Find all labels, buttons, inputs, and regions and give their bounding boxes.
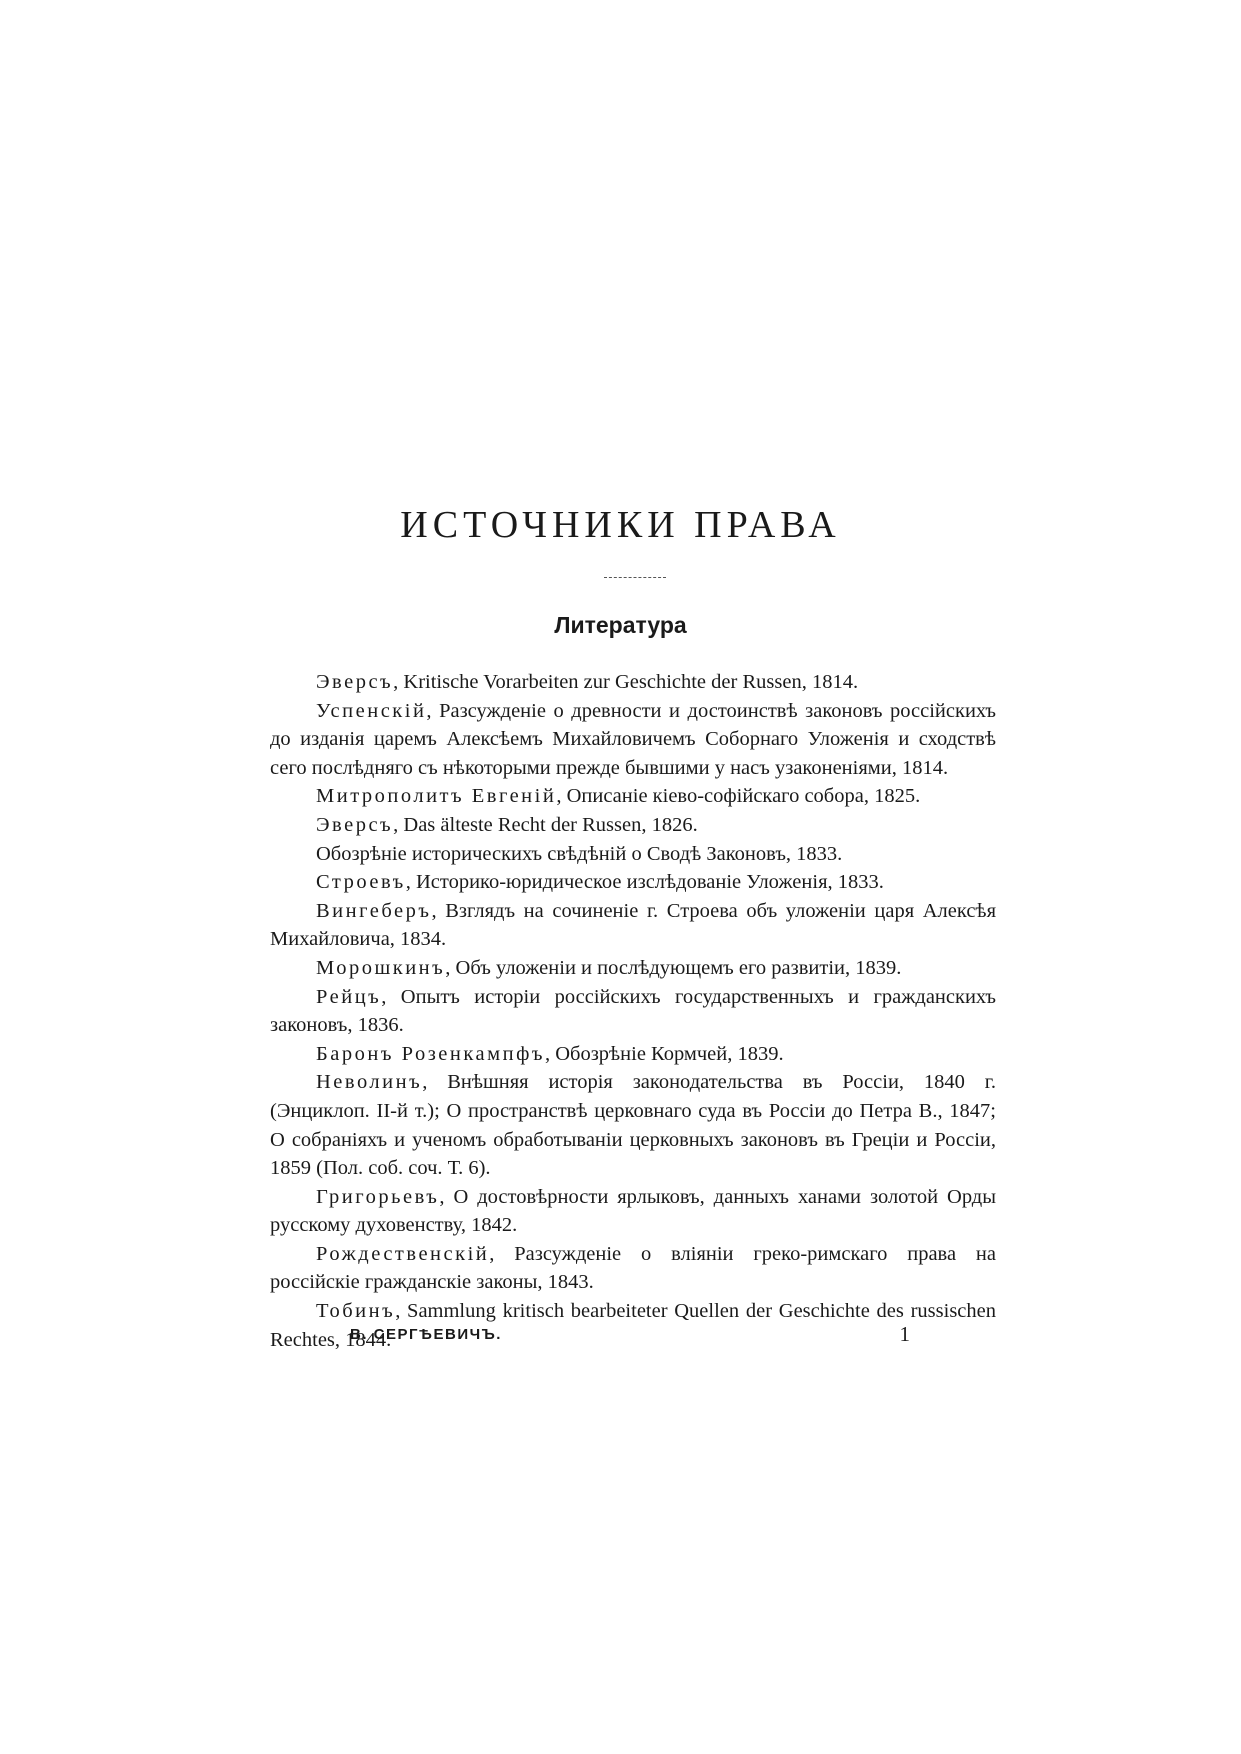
entry-author: Успенскій: [316, 699, 427, 722]
entry-text: , Внѣшняя исторія законодательства въ Россіи, 1840 г. (Энциклоп. II-й т.); О пространствѣ церковнаго суда въ Россіи до Петра В., 1847; О собраніяхъ и ученомъ обработываніи церковныхъ законовъ въ Греціи и Россіи, 1859 (Пол. соб. соч. Т. 6).: [270, 1071, 996, 1180]
entry-text: , О достовѣрности ярлыковъ, данныхъ ханами золотой Орды русскому духовенству, 1842.: [270, 1185, 996, 1237]
literature-entry: [270, 668, 996, 697]
entry-author: Вингеберъ: [316, 899, 432, 922]
entry-author: Григорьевъ: [316, 1185, 440, 1208]
literature-entry: [270, 1040, 996, 1069]
entry-text: , Обозрѣніе Кормчей, 1839.: [544, 1042, 784, 1065]
entry-text: , Взглядъ на сочиненіе г. Строева объ уложеніи царя Алексѣя Михайловича, 1834.: [270, 899, 996, 951]
entry-text: , Историко-юридическое изслѣдованіе Уложенія, 1833.: [405, 871, 884, 894]
entry-text: , Kritische Vorarbeiten zur Geschichte der Russen, 1814.: [393, 671, 859, 693]
entry-text: , Разсужденіе о вліяніи греко-римскаго права на россійскіе гражданскіе законы, 1843.: [270, 1242, 996, 1294]
literature-entry: [270, 782, 996, 811]
title-divider: [604, 577, 666, 578]
entry-author: Эверсъ: [316, 671, 394, 693]
literature-entry: [270, 983, 996, 1040]
literature-entry: [270, 1240, 996, 1297]
entry-text: Обозрѣніе историческихъ свѣдѣній о Сводѣ Законовъ, 1833.: [316, 842, 843, 865]
signature-mark: В. СЕРГѢЕВИЧЪ.: [350, 1326, 502, 1343]
page-title: ИСТОЧНИКИ ПРАВА: [400, 504, 841, 546]
literature-entry: [270, 1068, 996, 1182]
entry-author: Эверсъ: [316, 813, 394, 836]
entry-author: Тобинъ: [316, 1300, 396, 1323]
entry-author: Баронъ Розенкампфъ: [316, 1042, 545, 1065]
entry-author: Рейцъ: [316, 985, 382, 1008]
entry-text: , Sammlung kritisch bearbeiteter Quellen der Geschichte des russischen Rechtes, 1844.: [270, 1300, 996, 1351]
literature-list: [270, 668, 996, 1354]
entry-text: , Das älteste Recht der Russen, 1826.: [393, 813, 698, 836]
literature-entry: [270, 697, 996, 783]
page-number: 1: [899, 1322, 910, 1346]
entry-text: , Описаніе кіево-софійскаго собора, 1825.: [556, 785, 921, 808]
entry-text: , Опытъ исторіи россійскихъ государственныхъ и гражданскихъ законовъ, 1836.: [270, 985, 996, 1037]
entry-author: Строевъ: [316, 871, 406, 894]
literature-entry: [270, 811, 996, 840]
entry-author: Рождественскій: [316, 1242, 490, 1265]
literature-entry: [270, 954, 996, 983]
entry-author: Митрополитъ Евгеній: [316, 785, 557, 808]
entry-author: Морошкинъ: [316, 956, 446, 979]
literature-entry: [270, 1183, 996, 1240]
entry-text: , Объ уложеніи и послѣдующемъ его развитіи, 1839.: [445, 956, 902, 979]
literature-entry: [270, 840, 996, 869]
entry-text: , Разсужденіе о древности и достоинствѣ законовъ россійскихъ до изданія царемъ Алексѣемъ Михайловичемъ Соборнаго Уложенія и сходствѣ сего послѣдняго съ нѣкоторыми прежде бывшими у насъ узаконеніями, 1814.: [270, 699, 996, 779]
literature-entry: [270, 897, 996, 954]
literature-entry: [270, 868, 996, 897]
section-heading: Литература: [554, 612, 687, 638]
entry-author: Неволинъ: [316, 1071, 423, 1094]
page-footer: [350, 1322, 910, 1356]
